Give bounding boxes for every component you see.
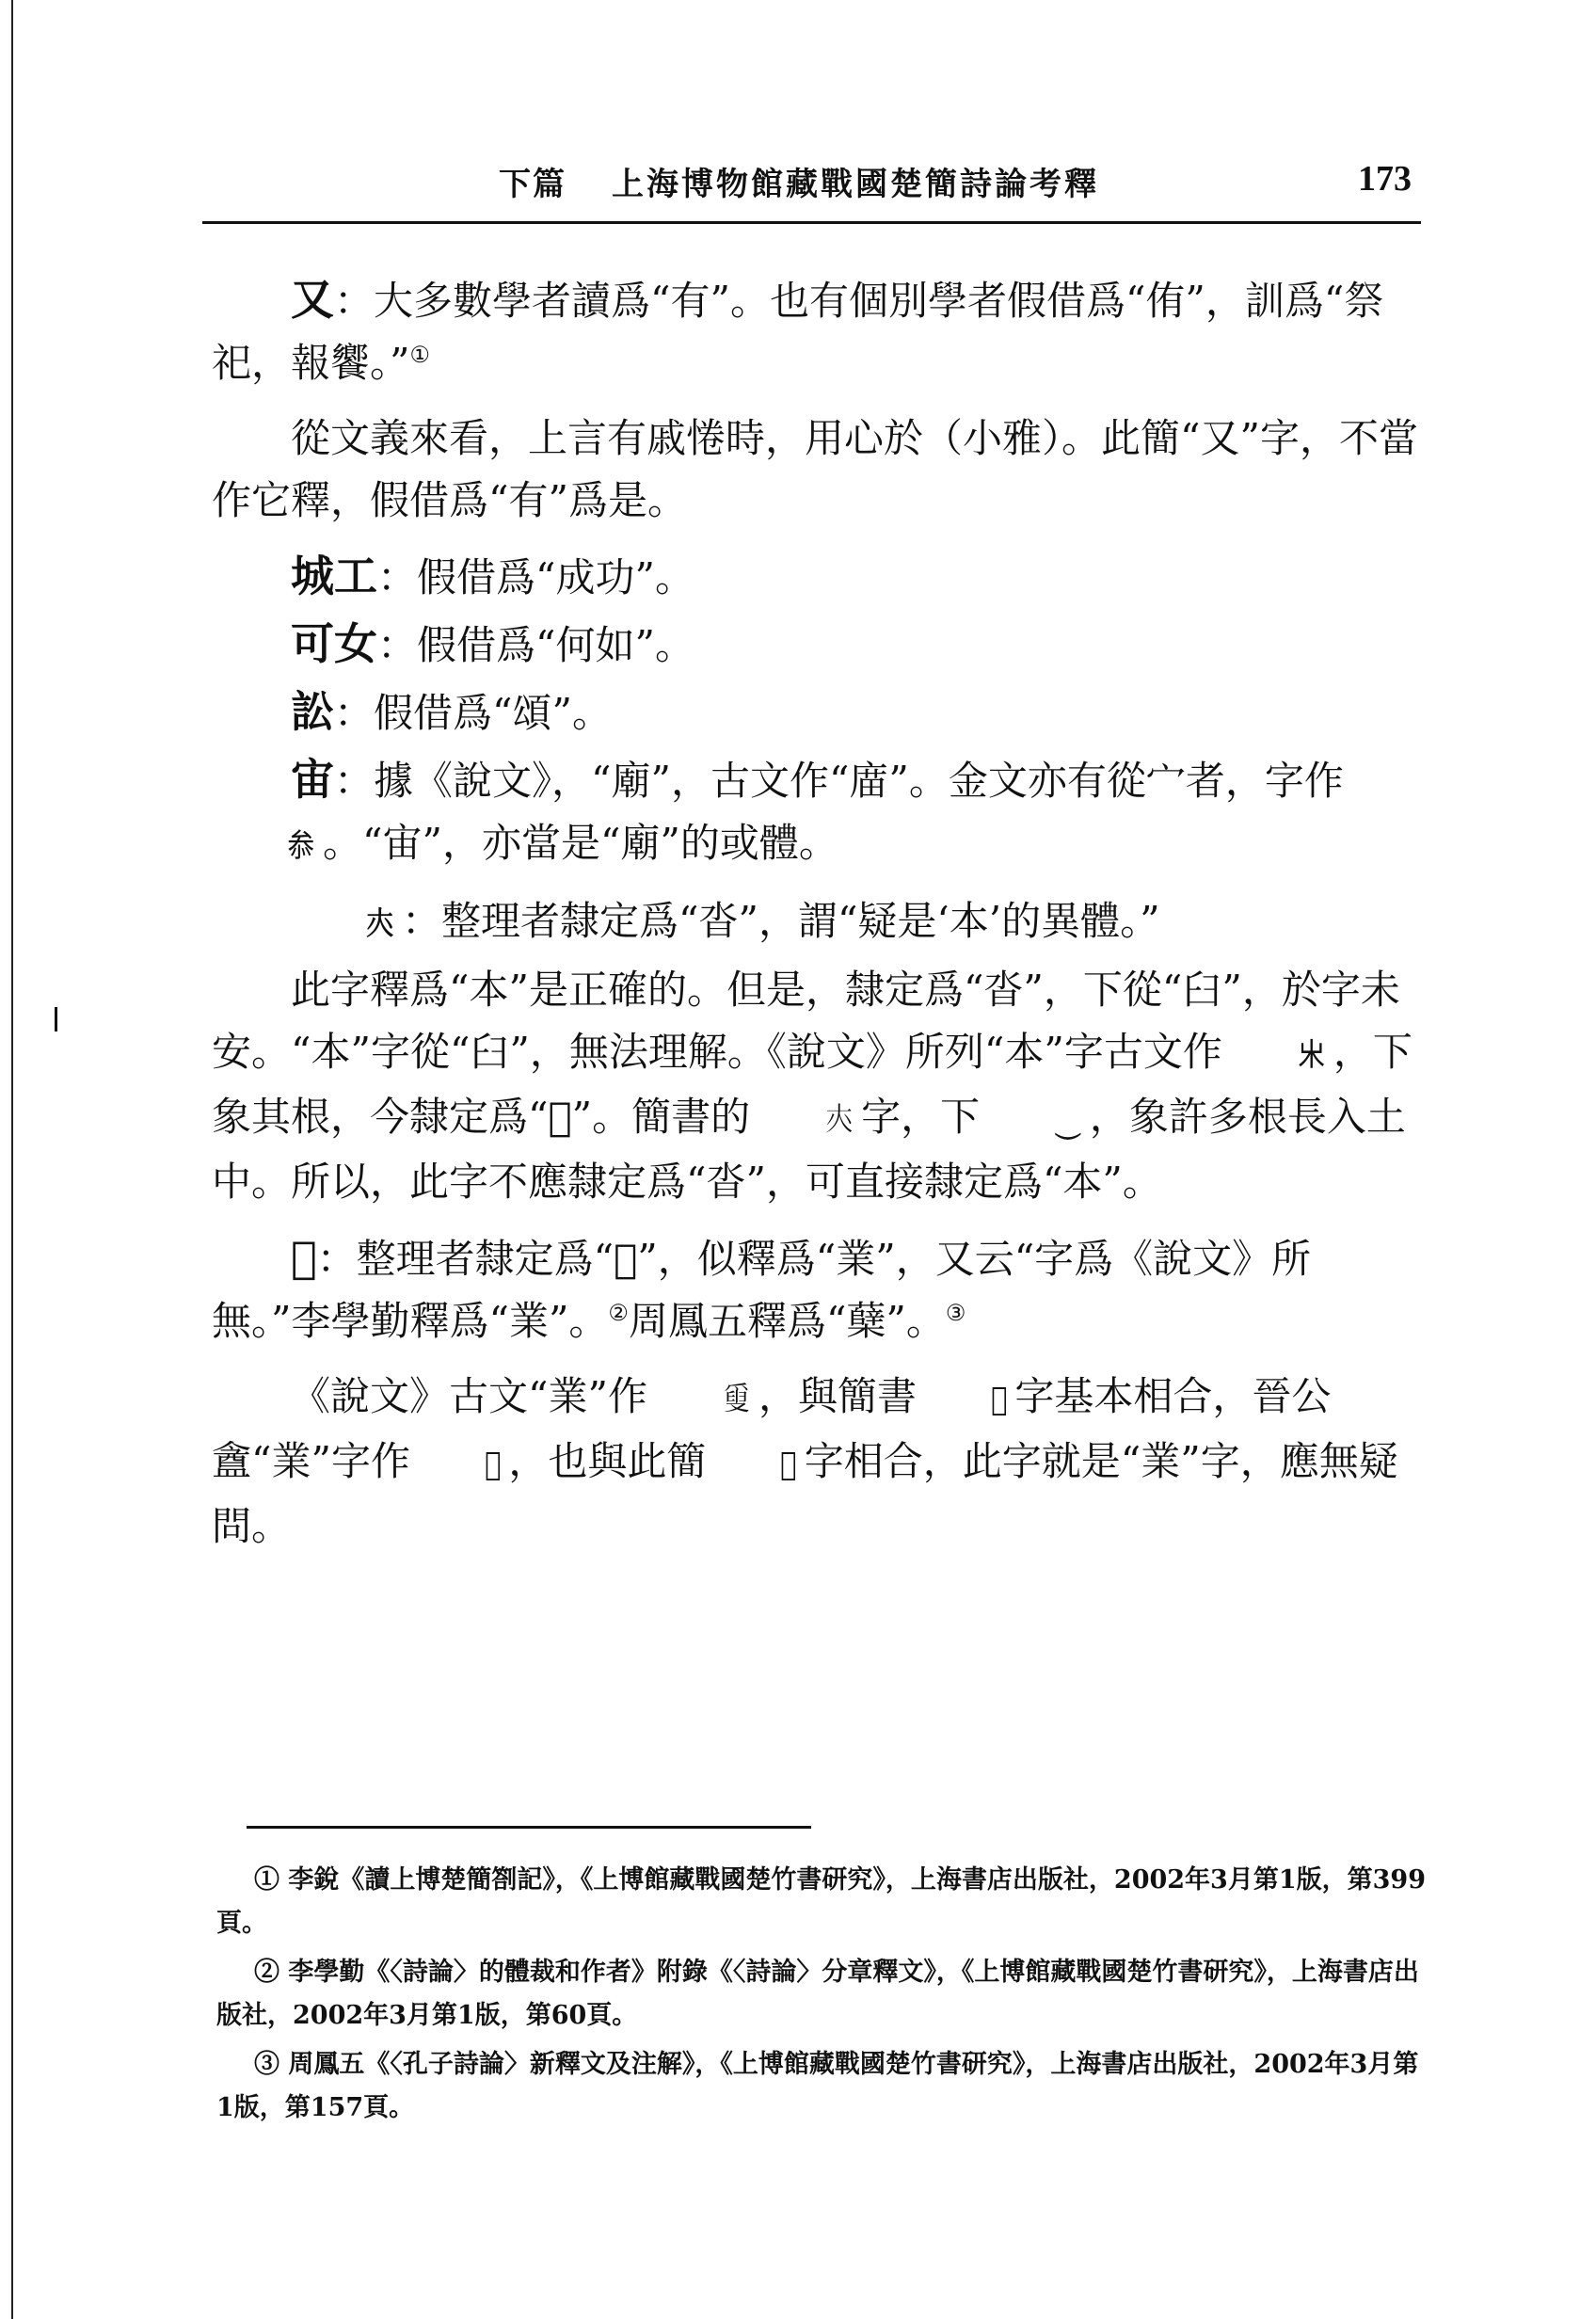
paragraph-text: 字基本相合，晉公盦“業”字作: [212, 1373, 1332, 1484]
paragraph-miao: [212, 748, 1426, 877]
stray-scan-mark: [55, 1007, 57, 1032]
paragraph-henu: [212, 613, 1426, 677]
footnote-2: [216, 1951, 1430, 2038]
paragraph-text: 字相合，此字就是“業”字，應無疑問。: [212, 1438, 1398, 1549]
page-number: 173: [1358, 159, 1412, 199]
footnote-mark: ②: [254, 1958, 279, 1987]
paragraph-text: 《說文》古文“業”作: [291, 1373, 647, 1419]
paragraph-ben: [212, 890, 1426, 955]
footnote-text: 李銳《讀上博楚簡劄記》，《上博館藏戰國楚竹書研究》，上海書店出版社，2002年3月第1版，第399頁。: [216, 1865, 1426, 1938]
term-ye: 𦎫: [291, 1232, 317, 1283]
term-song: 訟: [291, 686, 334, 737]
footnote-ref-1[interactable]: ①: [409, 342, 430, 368]
paragraph-text: 字，下: [861, 1094, 981, 1140]
footnote-mark: ③: [254, 2050, 279, 2079]
term-ben-glyph: 𡗕: [366, 905, 394, 943]
footnote-1: [216, 1859, 1430, 1945]
page-edge-line: [11, 0, 13, 2319]
main-text: [212, 268, 1426, 1571]
paragraph-chenggong: [212, 545, 1426, 609]
footnote-ref-2[interactable]: ②: [608, 1300, 629, 1326]
footnote-mark: ①: [254, 1865, 279, 1895]
paragraph-text: ：整理者隸定爲“𦎫”，似釋爲“業”，又云“字爲《說文》所無。”李學勤釋爲“業”。: [212, 1236, 1312, 1344]
footnote-3: [216, 2043, 1430, 2130]
footnote-ref-3[interactable]: ③: [945, 1300, 966, 1326]
footnote-rule: [247, 1826, 811, 1829]
paragraph-text: 此字釋爲“本”是正確的。但是，隸定爲“沓”，下從“臼”，於字未安。“本”字從“臼”，無法理解。《說文》所列“本”字古文作: [212, 967, 1400, 1075]
ancient-glyph: ⏝: [1055, 1101, 1082, 1139]
paragraph-ye: [212, 1226, 1426, 1352]
paragraph-text: ：假借爲“何如”。: [377, 622, 694, 668]
paragraph-text: ：整理者隸定爲“沓”，謂“疑是‘本’的異體。”: [402, 898, 1160, 944]
paragraph-commentary-you: [212, 408, 1426, 532]
ancient-glyph: 𤔣: [723, 1381, 751, 1418]
paragraph-text: ，象許多根長入土中。所以，此字不應隸定爲“沓”，可直接隸定爲“本”。: [212, 1094, 1406, 1205]
footnotes: [216, 1859, 1430, 2135]
term-chenggong: 城工: [291, 551, 377, 601]
paragraph-text: ：據《說文》，“廟”，古文作“庿”。金文亦有從宀者，字作: [334, 758, 1344, 804]
ancient-glyph: 𠫵: [287, 827, 315, 865]
paragraph-text: ，與簡書: [758, 1373, 917, 1419]
paragraph-text: ，也與此簡: [508, 1438, 707, 1484]
paragraph-text: 周鳳五釋爲“蘖”。: [628, 1298, 946, 1344]
term-miao: 宙: [291, 754, 334, 805]
paragraph-text: ：假借爲“頌”。: [334, 690, 612, 736]
paragraph-text: 。“宙”，亦當是“廟”的或體。: [323, 820, 838, 866]
ancient-glyph: 𡗕: [825, 1101, 854, 1139]
header-title: 上海博物館藏戰國楚簡詩論考釋: [612, 166, 1099, 203]
header-rule: [202, 221, 1421, 224]
ancient-glyph: 𣎵: [1298, 1036, 1325, 1074]
paragraph-commentary-ye: [212, 1366, 1426, 1558]
footnote-text: 李學勤《〈詩論〉的體裁和作者》附錄《〈詩論〉分章釋文》，《上博館藏戰國楚竹書研究》，上海書店出版社，2002年3月第1版，第60頁。: [216, 1958, 1419, 2030]
paragraph-text: ：假借爲“成功”。: [377, 554, 694, 600]
term-henu: 可女: [291, 618, 377, 669]
ancient-glyph: 𦎫: [780, 1446, 797, 1483]
paragraph-text: ：大多數學者讀爲“有”。也有個別學者假借爲“侑”，訓爲“祭祀，報饗。”: [212, 278, 1384, 386]
paragraph-text: ，下象其根，今隸定爲“𣐥”。簡書的: [212, 1029, 1412, 1140]
running-header: [216, 158, 1412, 205]
term-you: 又: [291, 274, 334, 325]
paragraph-commentary-ben: [212, 959, 1426, 1213]
paragraph-text: 從文義來看，上言有戚惓時，用心於（小雅）。此簡“又”字，不當作它釋，假借爲“有”爲是。: [212, 415, 1418, 523]
ancient-glyph: 𦎫: [485, 1446, 502, 1483]
ancient-glyph: 𦎫: [991, 1381, 1008, 1418]
paragraph-you: [212, 268, 1426, 394]
paragraph-song: [212, 680, 1426, 744]
footnote-text: 周鳳五《〈孔子詩論〉新釋文及注解》，《上博館藏戰國楚竹書研究》，上海書店出版社，2002年3月第1版，第157頁。: [216, 2050, 1419, 2122]
header-section: 下篇: [499, 166, 567, 203]
